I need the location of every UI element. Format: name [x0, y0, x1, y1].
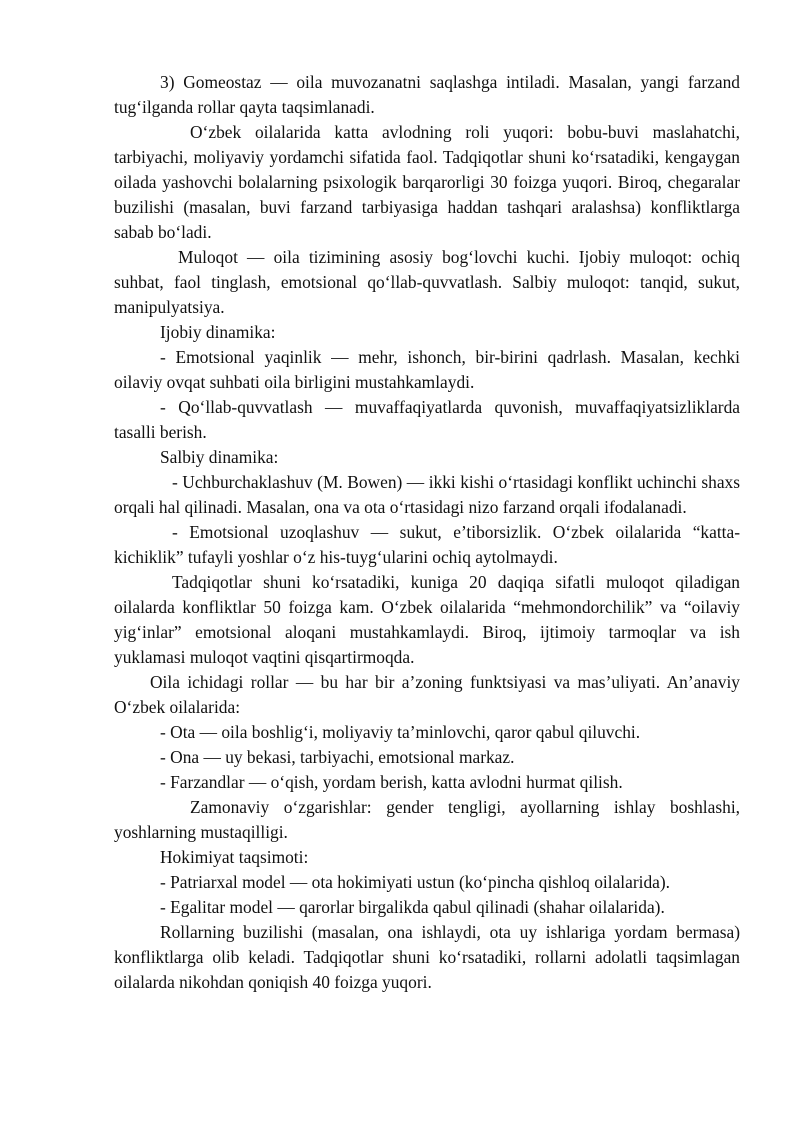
paragraph-older-generation: O‘zbek oilalarida katta avlodning roli yuqori: bobu-buvi maslahatchi, tarbiyachi, moliyaviy yordamchi sifatida faol. Tadqiqotlar shuni ko‘rsatadiki, kengaygan oilada yashovchi bolalarning psixologik barqarorligi 30 foizga yuqori. Biroq, chegaralar buzilishi (masalan, buvi farzand tarbiyasiga haddan tashqari aralashsa) konfliktlarga sabab bo‘ladi. [114, 122, 740, 242]
list-item-children: - Farzandlar — o‘qish, yordam berish, katta avlodni hurmat qilish. [160, 772, 623, 792]
paragraph-role-disruption: Rollarning buzilishi (masalan, ona ishlaydi, ota uy ishlariga yordam bermasa) konfliktlarga olib keladi. Tadqiqotlar shuni ko‘rsatadiki, rollarni adolatli taqsimlagan oilalarda nikohdan qoniqish 40 foizga yuqori. [114, 922, 740, 992]
list-item-support: - Qo‘llab-quvvatlash — muvaffaqiyatlarda quvonish, muvaffaqiyatsizliklarda tasalli berish. [114, 397, 740, 442]
heading-power-distribution: Hokimiyat taqsimoti: [160, 847, 309, 867]
paragraph-homeostasis: 3) Gomeostaz — oila muvozanatni saqlashga intiladi. Masalan, yangi farzand tug‘ilganda rollar qayta taqsimlanadi. [114, 72, 740, 117]
list-item-triangulation: - Uchburchaklashuv (M. Bowen) — ikki kishi o‘rtasidagi konflikt uchinchi shaxs orqali hal qilinadi. Masalan, ona va ota o‘rtasidagi nizo farzand orqali ifodalanadi. [114, 472, 740, 517]
list-item-mother: - Ona — uy bekasi, tarbiyachi, emotsional markaz. [160, 747, 515, 767]
paragraph-communication: Muloqot — oila tizimining asosiy bog‘lovchi kuchi. Ijobiy muloqot: ochiq suhbat, faol tinglash, emotsional qo‘llab-quvvatlash. Salbiy muloqot: tanqid, sukut, manipulyatsiya. [114, 247, 740, 317]
list-item-emotional-distance: - Emotsional uzoqlashuv — sukut, e’tiborsizlik. O‘zbek oilalarida “katta-kichiklik” tufayli yoshlar o‘z his-tuyg‘ularini ochiq aytolmaydi. [114, 522, 740, 567]
list-item-father: - Ota — oila boshlig‘i, moliyaviy ta’minlovchi, qaror qabul qiluvchi. [160, 722, 641, 742]
document-page [114, 70, 740, 995]
list-item-patriarchal-model: - Patriarxal model — ota hokimiyati ustun (ko‘pincha qishloq oilalarida). [160, 872, 671, 892]
list-item-egalitarian-model: - Egalitar model — qarorlar birgalikda qabul qilinadi (shahar oilalarida). [160, 897, 665, 917]
list-item-emotional-closeness: - Emotsional yaqinlik — mehr, ishonch, bir-birini qadrlash. Masalan, kechki oilaviy ovqat suhbati oila birligini mustahkamlaydi. [114, 347, 740, 392]
paragraph-modern-changes: Zamonaviy o‘zgarishlar: gender tengligi, ayollarning ishlay boshlashi, yoshlarning mustaqilligi. [114, 797, 740, 842]
paragraph-quality-communication: Tadqiqotlar shuni ko‘rsatadiki, kuniga 20 daqiqa sifatli muloqot qiladigan oilalarda konfliktlar 50 foizga kam. O‘zbek oilalarida “mehmondorchilik” va “oilaviy yig‘inlar” emotsional aloqani mustahkamlaydi. Biroq, ijtimoiy tarmoqlar va ish yuklamasi muloqot vaqtini qisqartirmoqda. [114, 572, 740, 667]
heading-positive-dynamics: Ijobiy dinamika: [160, 322, 276, 342]
heading-negative-dynamics: Salbiy dinamika: [160, 447, 279, 467]
paragraph-family-roles: Oila ichidagi rollar — bu har bir a’zoning funktsiyasi va mas’uliyati. An’anaviy O‘zbek oilalarida: [114, 672, 740, 717]
